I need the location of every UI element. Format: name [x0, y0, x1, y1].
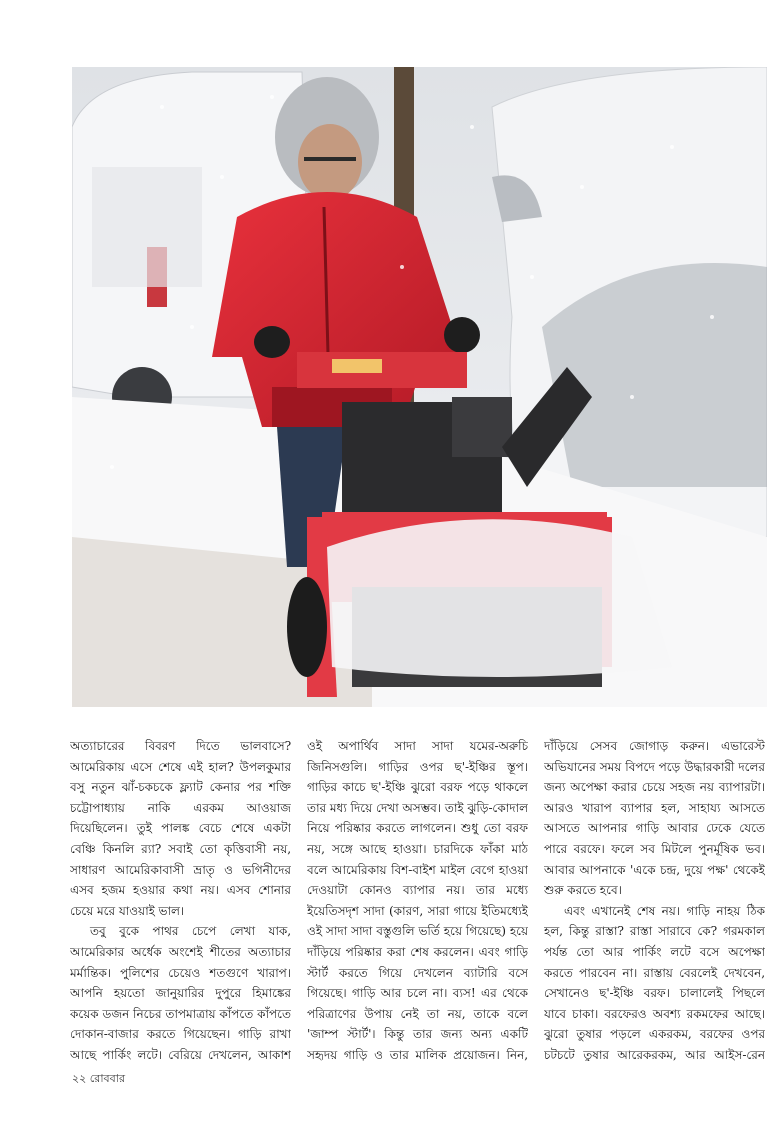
paragraph: দাঁড়িয়ে সেসব জোগাড় করুন। এভারেস্ট অভিযানের সময় বিপদে পড়ে উদ্ধারকারী দলের জন্য অপেক্ষা করার চেয়ে সহজ নয় ব্যাপারটা। আরও খারাপ ব্যাপার হল, সাহায্য আসতে আসতে আপনার গাড়ি আবার ঢেকে যেতে পারে বরফে। ফলে সব মিটলে পুনর্মূষিক ভব। আবার আপনাকে 'একে চন্দ্র, দুয়ে পক্ষ' থেকেই শুরু করতে হবে। — [544, 739, 765, 898]
paragraph: তবু বুকে পাথর চেপে লেখা যাক, আমেরিকার অর্ধেক অংশেই শীতের অত্যাচার মর্মান্তিক। পুলিশের চেয়েও শতগুণে খারাপ। আপনি হয়তো জানুয়ারির দুপুরে হিমাঙ্কের কয়েক ডজন নিচের তাপমাত্রায় কাঁপতে কাঁপতে দোকান-বাজার করতে গিয়েছেন। গাড়ি রাখা আছে পার্কিং লটে। বেরিয়ে দেখলেন, আকাশ — [70, 924, 291, 1061]
page-folio: ২২ রোববার — [72, 1072, 125, 1085]
paragraph: ওই অপার্থিব সাদা সাদা যমের-অরুচি জিনিসগুলি। গাড়ির ওপর ছ'-ইঞ্চির স্তূপ। গাড়ির কাচে ছ'-ইঞ্চি ঝুরো বরফ পড়ে থাকলে তার মধ্য দিয়ে দেখা অসম্ভব। তাই ঝুড়ি-কোদাল নিয়ে পরিষ্কার করতে লাগলেন। শুধু তো বরফ নয়, সঙ্গে আছে হাওয়া। চারদিকে ফাঁকা মাঠ বলে আমেরিকায় বিশ-বাইশ মাইল বেগে হাওয়া দেওয়াটা কোনও ব্যাপার নয়। তার মধ্যে ইয়েতিসদৃশ সাদা (কারণ, সারা গায়ে ইতিমধ্যেই ওই সাদা সাদা বস্তুগুলি ভর্তি হয়ে গিয়েছে) হয়ে দাঁড়িয়ে পরিষ্কার করা শেষ করলেন। এবং গাড়ি স্টার্ট করতে গিয়ে দেখলেন ব্যাটারি বসে গিয়েছে। গাড়ি আর চলে না। ব্যস! এর থেকে পরিত্রাণের উপায় নেই তা নয়, তাকে বলে 'জাম্প স্টার্ট'। কিন্তু তার জন্য অন্য একটি সহৃদয় গাড়ি ও তার মালিক প্রয়োজন। নিন, — [307, 739, 528, 1061]
article-column-2 — [307, 736, 528, 1061]
article-column-3 — [544, 736, 765, 1061]
hero-photo — [72, 67, 767, 707]
snow-blower-photo — [72, 67, 767, 707]
article-body — [70, 736, 765, 1061]
paragraph: এবং এখানেই শেষ নয়। গাড়ি নাহয় ঠিক হল, কিন্তু রাস্তা? রাস্তা সারাবে কে? গরমকাল পর্যন্ত তো আর পার্কিং লটে বসে অপেক্ষা করতে পারবেন না। রাস্তায় বেরলেই দেখবেন, সেখানেও ছ'-ইঞ্চি বরফ। চালালেই পিছলে যাবে চাকা। বরফেরও অবশ্য রকমফের আছে। ঝুরো তুষার পড়লে একরকম, বরফের ওপর চটচটে তুষার আরেকরকম, আর আইস-রেন — [544, 903, 765, 1061]
article-column-1 — [70, 736, 291, 1061]
paragraph: অত্যাচারের বিবরণ দিতে ভালবাসে? আমেরিকায় এসে শেষে এই হাল? উপলকুমার বসু নতুন ঝাঁ-চকচকে ফ্ল্যাট কেনার পর শক্তি চট্টোপাধ্যায় নাকি এরকম আওয়াজ দিয়েছিলেন। তুই পালঙ্ক বেচে শেষে একটা বেঞ্চি কিনলি র‍্যা? সবাই তো কৃত্তিবাসী নয়, সাধারণ আমেরিকাবাসী ভ্রাতৃ ও ভগিনীদের এসব হজম হওয়ার কথা নয়। এসব শোনার চেয়ে মরে যাওয়াই ভাল। — [70, 739, 291, 918]
